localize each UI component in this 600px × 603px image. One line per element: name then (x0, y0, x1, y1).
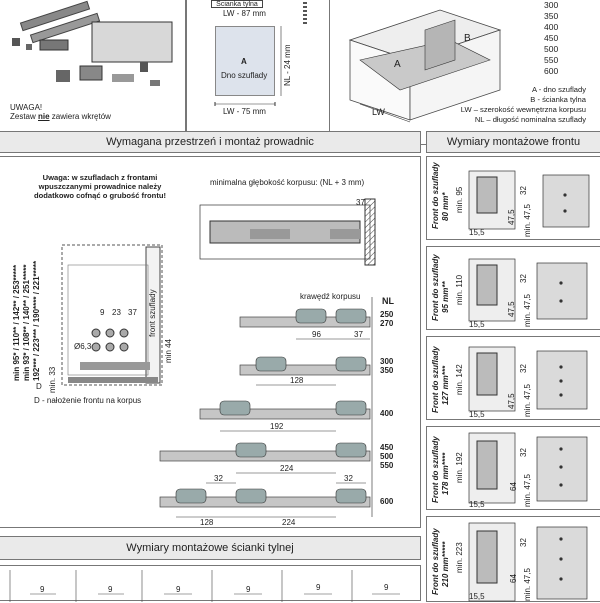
front-minb: min. 47,5 (523, 294, 532, 327)
front-drawing (427, 247, 600, 331)
front-d32: 32 (519, 538, 528, 547)
legend-item: LW – szerokość wewnętrzna korpusu (460, 105, 586, 114)
front-panel-3 (426, 336, 600, 420)
d-caption: D - nałożenie frontu na korpus (34, 396, 142, 405)
rail-drawings (0, 157, 422, 529)
back-panel-label: Ścianka tylna (216, 1, 258, 8)
front-size: 178 mm**** (441, 452, 450, 495)
legend-item: B - ścianka tylna (530, 95, 586, 104)
note-line: Uwaga: w szufladach z frontami (42, 173, 158, 182)
hole-dim: 23 (112, 308, 121, 317)
iso-panel (329, 0, 600, 145)
front-label: Front do szuflady (431, 346, 440, 413)
front-panel-5 (426, 516, 600, 602)
front-size: 80 mm* (441, 192, 450, 221)
back-dim: 9 (246, 585, 251, 594)
nl-value: 550 (380, 461, 394, 470)
note-line: wpuszczanymi prowadnice należy (38, 182, 162, 191)
dim-32b: 32 (344, 474, 353, 483)
nl-group (380, 310, 393, 328)
front-label: Front do szuflady (431, 436, 440, 503)
back-dim: 9 (316, 583, 321, 592)
size-item: 600 (544, 66, 559, 76)
dim-32a: 32 (214, 474, 223, 483)
nl-head: NL (382, 296, 394, 306)
dim-37: 37 (354, 330, 363, 339)
rails-panel (0, 156, 421, 528)
rails-title-text: Wymagana przestrzeń i montaż prowadnic (106, 136, 314, 148)
size-item: 400 (544, 22, 559, 32)
dim-37-top: 37 (356, 198, 365, 207)
nl-value: 300 (380, 357, 394, 366)
front-title-text: Wymiary montażowe frontu (446, 136, 581, 148)
front-d15: 15,5 (469, 320, 485, 329)
front-min: min. 192 (455, 452, 464, 483)
back-dim: 9 (176, 585, 181, 594)
nl24-label: NL - 24 mm (283, 44, 292, 86)
back-title (0, 536, 421, 560)
front-label: Front do szuflady (431, 254, 440, 321)
front-d47: 64 (509, 574, 518, 583)
front-drawing (427, 157, 600, 241)
dimensions-panel (186, 0, 330, 145)
body-edge-label: krawędź korpusu (300, 292, 361, 301)
bottom-label: Dno szuflady (221, 71, 268, 80)
hole-dim: 9 (100, 308, 105, 317)
min33-label: min. 33 (48, 366, 57, 393)
front-minb: min. 47,5 (523, 204, 532, 237)
front-minb: min. 47,5 (523, 568, 532, 601)
warning-pre: Zestaw (10, 112, 39, 121)
front-d15: 15,5 (469, 228, 485, 237)
warning-bold: nie (38, 112, 50, 121)
hole-dim: 37 (128, 308, 137, 317)
size-item: 300 (544, 0, 559, 10)
front-min: min. 223 (455, 542, 464, 573)
d-label: D (36, 382, 42, 391)
iso-b: B (464, 33, 471, 44)
front-minb: min. 47,5 (523, 474, 532, 507)
lw87-label: LW - 87 mm (223, 9, 266, 18)
nl-group (380, 409, 393, 418)
parts-illustration (0, 0, 187, 146)
back-dim: 9 (40, 585, 45, 594)
front-size: 127 mm*** (441, 365, 450, 405)
nl-group (380, 357, 393, 375)
front-d15: 15,5 (469, 500, 485, 509)
front-d32: 32 (519, 364, 528, 373)
min-front-label-3: 192*** / 223*** / 190**** / 221***** (32, 260, 41, 381)
front-panel-2 (426, 246, 600, 330)
front-d15: 15,5 (469, 592, 485, 601)
front-panel-4 (426, 426, 600, 510)
front-d47: 47,5 (507, 393, 516, 409)
size-item: 450 (544, 33, 559, 43)
front-min: min. 110 (455, 274, 464, 305)
parts-panel (0, 0, 186, 145)
nl-group (380, 497, 393, 506)
size-item: 550 (544, 55, 559, 65)
front-szuflady-label: front szuflady (148, 289, 157, 337)
min-front-label-2: min 93* / 108** / 140** / 251***** (22, 264, 31, 381)
dim-128b: 128 (200, 518, 214, 527)
front-minb: min. 47,5 (523, 384, 532, 417)
back-dim: 9 (384, 583, 389, 592)
front-label: Front do szuflady (431, 162, 440, 229)
nl-group (380, 443, 393, 470)
dim-224: 224 (280, 464, 294, 473)
front-d47: 47,5 (507, 209, 516, 225)
nl-value: 600 (380, 497, 394, 506)
min-front-label: min 95* / 110** / 142** / 253***** (12, 264, 21, 381)
letter-a: A (241, 57, 247, 66)
dim-lines (187, 0, 331, 146)
front-panel-1 (426, 156, 600, 240)
nl-value: 250 (380, 310, 394, 319)
legend-item: A - dno szuflady (531, 85, 586, 94)
front-title (426, 131, 600, 153)
note-line: dodatkowo cofnąć o grubość frontu! (33, 191, 167, 200)
min-depth-label: minimalna głębokość korpusu: (NL + 3 mm) (210, 178, 365, 187)
front-d32: 32 (519, 186, 528, 195)
front-d32: 32 (519, 448, 528, 457)
front-size: 210 mm***** (441, 541, 450, 587)
front-d47: 64 (509, 482, 518, 491)
back-dim: 9 (108, 585, 113, 594)
front-d32: 32 (519, 274, 528, 283)
legend (461, 85, 586, 125)
front-label: Front do szuflady (431, 528, 440, 595)
dim-192: 192 (270, 422, 284, 431)
back-panel-dims (0, 565, 421, 601)
warning-label: UWAGA! (10, 103, 43, 112)
legend-item: NL – długość nominalna szuflady (474, 115, 586, 124)
iso-lw: LW (372, 107, 385, 117)
size-list (544, 0, 558, 77)
front-min: min. 142 (455, 364, 464, 395)
warning-text (10, 113, 111, 121)
hole-diameter: Ø6,3 (74, 342, 92, 351)
dim-96: 96 (312, 330, 321, 339)
back-drawings (0, 566, 422, 602)
dim-128: 128 (290, 376, 304, 385)
size-item: 500 (544, 44, 559, 54)
front-drawing (427, 427, 600, 511)
front-drawing (427, 517, 600, 603)
dim-224b: 224 (282, 518, 296, 527)
min44-label: min 44 (164, 338, 173, 363)
lw75-label: LW - 75 mm (223, 107, 266, 116)
front-d47: 47,5 (507, 301, 516, 317)
nl-value: 500 (380, 452, 394, 461)
size-item: 350 (544, 11, 559, 21)
front-min: min. 95 (455, 186, 464, 213)
back-title-text: Wymiary montażowe ścianki tylnej (126, 542, 294, 554)
front-size: 95 mm** (441, 281, 450, 313)
nl-value: 350 (380, 366, 394, 375)
iso-a: A (394, 59, 401, 70)
nl-value: 270 (380, 319, 394, 328)
nl-value: 400 (380, 409, 394, 418)
nl-value: 450 (380, 443, 394, 452)
warning-post: zawiera wkrętów (49, 112, 111, 121)
front-d15: 15,5 (469, 410, 485, 419)
rails-title (0, 131, 421, 153)
